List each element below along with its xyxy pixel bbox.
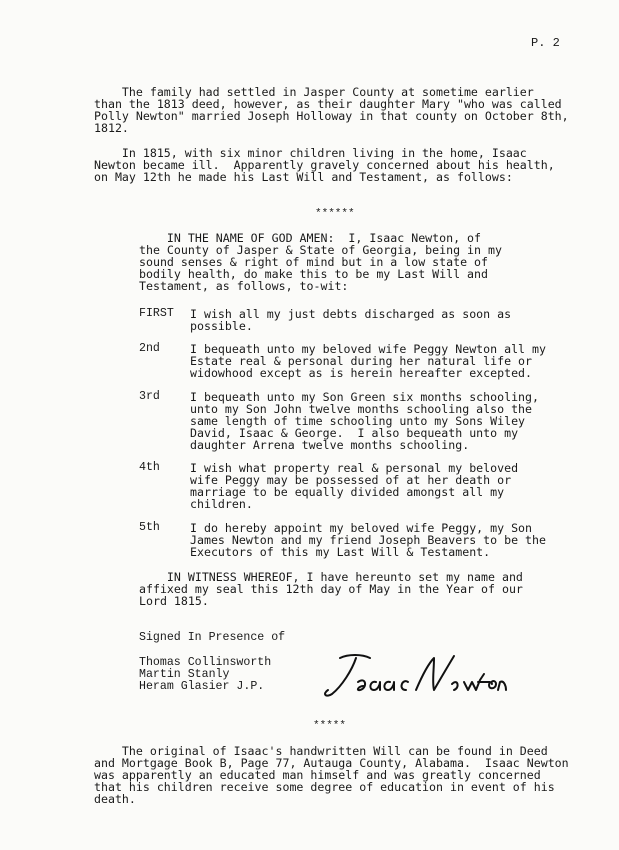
separator-stars: *****	[313, 720, 347, 732]
will-item-text: I wish all my just debts discharged as soon as possible.	[190, 307, 512, 333]
will-item-label: 5th	[139, 521, 160, 534]
will-item-label: FIRST	[139, 307, 174, 320]
paragraph-family-settled: The family had settled in Jasper County at sometime earlier than the 1813 deed, however, as their daughter Mary "who was called Polly Newton" married Joseph Holloway in that county on October 8th, 1812.	[94, 85, 569, 135]
will-opening: IN THE NAME OF GOD AMEN: I, Isaac Newton, of the County of Jasper & State of Georgia, being in my sound senses & right of mind but in a low state of bodily health, do make this to be my Last Will and Testament, as follows, to-wit:	[139, 231, 502, 293]
signed-in-presence: Signed In Presence of	[139, 631, 286, 644]
separator-stars: ******	[315, 208, 355, 220]
paragraph-isaac-ill: In 1815, with six minor children living in the home, Isaac Newton became ill. Apparently gravely concerned about his health, on May 12th he made his Last Will and Testament, as follows:	[94, 146, 555, 184]
will-item-text: I wish what property real & personal my beloved wife Peggy may be possessed of at her death or marriage to be equally divided amongst all my children.	[190, 461, 519, 511]
signature-image	[318, 650, 508, 702]
will-item-label: 2nd	[139, 342, 160, 355]
will-item-text: I bequeath unto my beloved wife Peggy Newton all my Estate real & personal during her natural life or widowhood except as is herein hereafter excepted.	[190, 342, 546, 380]
page-number: P. 2	[531, 36, 560, 50]
will-item-label: 3rd	[139, 390, 160, 403]
will-item-text: I do hereby appoint my beloved wife Peggy, my Son James Newton and my friend Joseph Beavers to be the Executors of this my Last Will & Testament.	[190, 521, 546, 559]
paragraph-original-will: The original of Isaac's handwritten Will can be found in Deed and Mortgage Book B, Page 77, Autauga County, Alabama. Isaac Newton was apparently an educated man himself and was greatly concerned that his children receive some degree of education in event of his death.	[94, 744, 569, 806]
witness-name: Thomas Collinsworth	[139, 656, 272, 669]
will-item-label: 4th	[139, 461, 160, 474]
witness-clause: IN WITNESS WHEREOF, I have hereunto set my name and affixed my seal this 12th day of May in the Year of our Lord 1815.	[139, 570, 523, 608]
witness-name: Martin Stanly	[139, 668, 230, 681]
will-item-text: I bequeath unto my Son Green six months schooling, unto my Son John twelve months schooling also the same length of time schooling unto my Sons Wiley David, Isaac & George. I also bequeath unto my daughter Arrena twelve months schooling.	[190, 390, 540, 452]
witness-name: Heram Glasier J.P.	[139, 680, 265, 693]
